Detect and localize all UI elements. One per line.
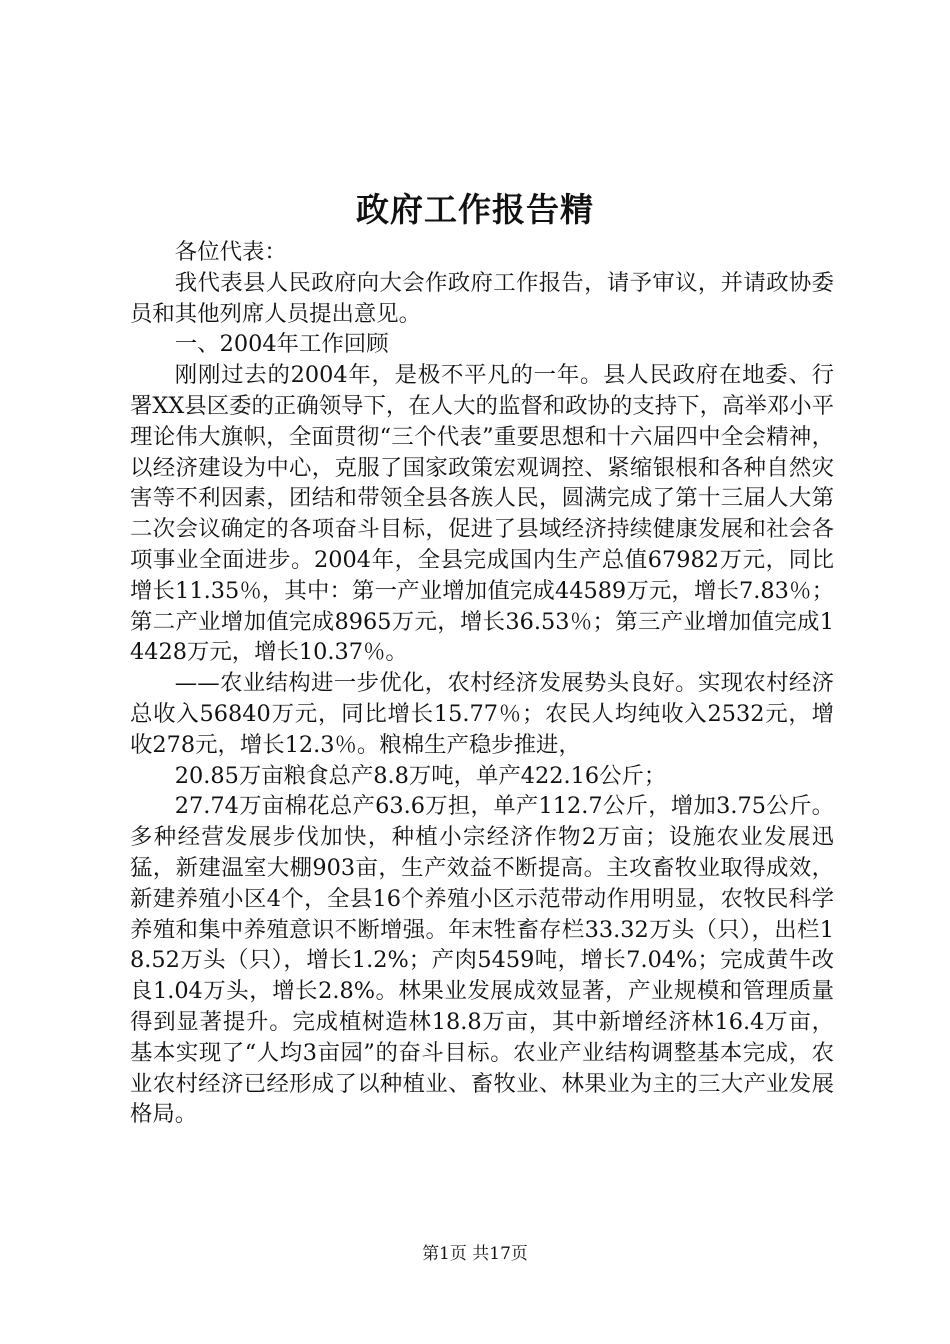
salutation: 各位代表： bbox=[174, 239, 287, 265]
agriculture-paragraph: ——农业结构进一步优化，农村经济发展势头良好。实现农村经济总收入56840万元，同比增长15.77％；农民人均纯收入2532元，增收278元，增长12.3％。粮棉生产稳步推进， bbox=[130, 670, 834, 758]
cotton-paragraph: 27.74万亩棉花总产63.6万担，单产112.7公斤，增加3.75公斤。多种经营发展步伐加快，种植小宗经济作物2万亩；设施农业发展迅猛，新建温室大棚903亩，生产效益不断提高。主攻畜牧业取得成效，新建养殖小区4个，全县16个养殖小区示范带动作用明显，农牧民科学养殖和集中养殖意识不断增强。年末牲畜存栏33.32万头（只），出栏18.52万头（只），增长1.2%；产肉5459吨，增长7.04%；完成黄牛改良1.04万头，增长2.8%。林果业发展成效显著，产业规模和管理质量得到显著提升。完成植树造林18.8万亩，其中新增经济林16.4万亩，基本实现了“人均3亩园”的奋斗目标。农业产业结构调整基本完成，农业农村经济已经形成了以种植业、畜牧业、林果业为主的三大产业发展格局。 bbox=[130, 793, 834, 1128]
document-body bbox=[130, 237, 834, 1130]
intro-paragraph: 我代表县人民政府向大会作政府工作报告，请予审议，并请政协委员和其他列席人员提出意见。 bbox=[130, 269, 834, 327]
review-paragraph: 刚刚过去的2004年，是极不平凡的一年。县人民政府在地委、行署XX县区委的正确领导下，在人大的监督和政协的支持下，高举邓小平理论伟大旗帜，全面贯彻“三个代表”重要思想和十六届四中全会精神，以经济建设为中心，克服了国家政策宏观调控、紧缩银根和各种自然灾害等不利因素，团结和带领全县各族人民，圆满完成了第十三届人大第二次会议确定的各项奋斗目标，促进了县域经济持续健康发展和社会各项事业全面进步。2004年，全县完成国内生产总值67982万元，同比增长11.35％，其中：第一产业增加值完成44589万元，增长7.83％；第二产业增加值完成8965万元，增长36.53％；第三产业增加值完成14428万元，增长10.37％。 bbox=[130, 362, 834, 666]
section-heading: 一、2004年工作回顾 bbox=[174, 331, 389, 358]
page-title: 政府工作报告精 bbox=[356, 190, 594, 229]
grain-paragraph: 20.85万亩粮食总产8.8万吨，单产422.16公斤； bbox=[174, 762, 667, 789]
page-number: 第1页 共17页 bbox=[422, 1244, 528, 1264]
